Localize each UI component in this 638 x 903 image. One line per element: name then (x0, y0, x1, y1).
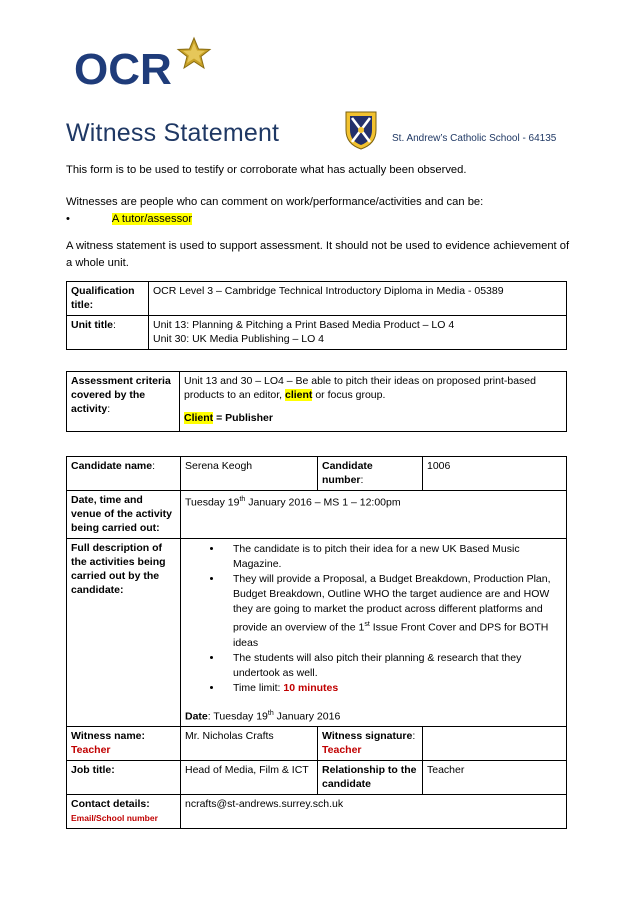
ocr-logo-text: OCR (74, 45, 172, 92)
criteria-label: Assessment criteria covered by the activity (71, 375, 171, 415)
description-date-end: January 2016 (273, 710, 341, 722)
witness-name-role: Teacher (71, 744, 111, 756)
witness-name-label-cell (67, 727, 181, 761)
criteria-text: Unit 13 and 30 – LO4 – Be able to pitch their ideas on proposed print-based products to an editor, (184, 375, 536, 401)
contact-label-cell (67, 795, 181, 829)
candidate-name-label-cell (67, 457, 181, 491)
intro-paragraph-1: This form is to be used to testify or corroborate what has actually been observed. (66, 164, 467, 176)
client-highlight: client (284, 389, 313, 401)
time-limit-label: Time limit: (233, 681, 284, 694)
candidate-number-label-cell (318, 457, 423, 491)
criteria-colon: : (107, 403, 111, 415)
unit-label: Unit title (71, 319, 113, 331)
job-title-label: Job title: (67, 761, 181, 795)
date-sup: th (239, 496, 246, 503)
client-word: Client (184, 412, 214, 424)
description-date (185, 706, 561, 725)
table-row (67, 457, 567, 491)
ocr-logo (74, 34, 224, 92)
witness-signature-field[interactable] (423, 727, 567, 761)
contact-label: Contact details: (71, 798, 150, 810)
table-row (67, 372, 567, 432)
table-row (67, 491, 567, 539)
date-value (181, 491, 567, 539)
candidate-table (66, 456, 567, 829)
candidate-name: Serena Keogh (181, 457, 318, 491)
description-date-sup: th (267, 709, 274, 717)
witness-signature-label-line (322, 729, 417, 743)
table-row (67, 316, 567, 350)
school-name: St. Andrew’s Catholic School - 64135 (392, 133, 557, 144)
bullet-sup: st (364, 621, 370, 628)
bullet-text: A tutor/assessor (111, 213, 193, 225)
witness-signature-label-cell (318, 727, 423, 761)
client-definition (184, 411, 561, 425)
colon: : (412, 730, 416, 742)
relationship-label: Relationship to the candidate (318, 761, 423, 795)
candidate-name-label: Candidate name (71, 460, 153, 472)
table-row (67, 795, 567, 829)
school-crest-icon (344, 110, 378, 150)
witness-signature-role: Teacher (322, 744, 362, 756)
date-label: Date, time and venue of the activity being carried out: (67, 491, 181, 539)
contact-sub-label: Email/School number (71, 813, 158, 823)
candidate-number-label: Candidate number (322, 460, 373, 486)
criteria-value (184, 374, 561, 402)
description-list (185, 542, 561, 696)
description-date-text: : Tuesday 19 (207, 710, 268, 722)
job-title: Head of Media, Film & ICT (181, 761, 318, 795)
star-icon (178, 38, 210, 68)
time-limit-value: 10 minutes (283, 681, 339, 694)
criteria-text-end: or focus group. (312, 389, 386, 401)
description-cell (181, 539, 567, 727)
list-item (223, 572, 561, 651)
client-def: = Publisher (213, 412, 273, 424)
table-row (67, 539, 567, 727)
unit-colon: : (113, 319, 116, 331)
intro-bullet (66, 211, 576, 228)
intro-paragraph-2: Witnesses are people who can comment on work/performance/activities and can be: (66, 196, 484, 208)
description-label: Full description of the activities being carried out by the candidate: (67, 539, 181, 727)
table-row (67, 282, 567, 316)
bullet-text-end: Issue Front Cover and DPS for BOTH ideas (233, 621, 549, 649)
bullet-marker: • (66, 213, 70, 225)
qualification-label: Qualification title: (67, 282, 149, 316)
unit-label-cell (67, 316, 149, 350)
criteria-label-cell (67, 372, 180, 432)
list-item: • The candidate is to pitch their idea for a new UK Based Music Magazine. (223, 542, 561, 572)
contact-value[interactable]: ncrafts@st-andrews.surrey.sch.uk (181, 795, 567, 829)
unit-value-1: Unit 13: Planning & Pitching a Print Based Media Product – LO 4 (153, 319, 455, 331)
page-title: Witness Statement (66, 119, 280, 147)
bullet-text: They will provide a Proposal, a Budget Breakdown, Production Plan, Budget Breakdown, Outline WHO the target audience are and HOW they are going to market the product across different platforms and provide an overview of the 1 (233, 573, 551, 634)
intro-paragraph-3: A witness statement is used to support assessment. It should not be used to evidence achievement of a whole unit. (66, 240, 570, 269)
list-item: • The students will also pitch their planning & research that they undertook as well. (223, 651, 561, 681)
unit-value-cell (149, 316, 567, 350)
list-item (223, 681, 561, 696)
criteria-table (66, 371, 567, 432)
candidate-number: 1006 (423, 457, 567, 491)
witness-signature-label: Witness signature (322, 730, 413, 742)
colon: : (152, 460, 156, 472)
table-row (67, 761, 567, 795)
colon: : (360, 474, 364, 486)
qualification-table (66, 281, 567, 350)
date-text-end: January 2016 – MS 1 – 12:00pm (245, 496, 401, 509)
relationship-value: Teacher (423, 761, 567, 795)
qualification-value: OCR Level 3 – Cambridge Technical Introductory Diploma in Media - 05389 (149, 282, 567, 316)
description-date-label: Date (185, 710, 208, 722)
witness-name-label: Witness name: (71, 730, 146, 742)
witness-name: Mr. Nicholas Crafts (181, 727, 318, 761)
criteria-value-cell (180, 372, 567, 432)
unit-value-2: Unit 30: UK Media Publishing – LO 4 (153, 333, 325, 345)
date-text: Tuesday 19 (185, 496, 240, 509)
table-row (67, 727, 567, 761)
